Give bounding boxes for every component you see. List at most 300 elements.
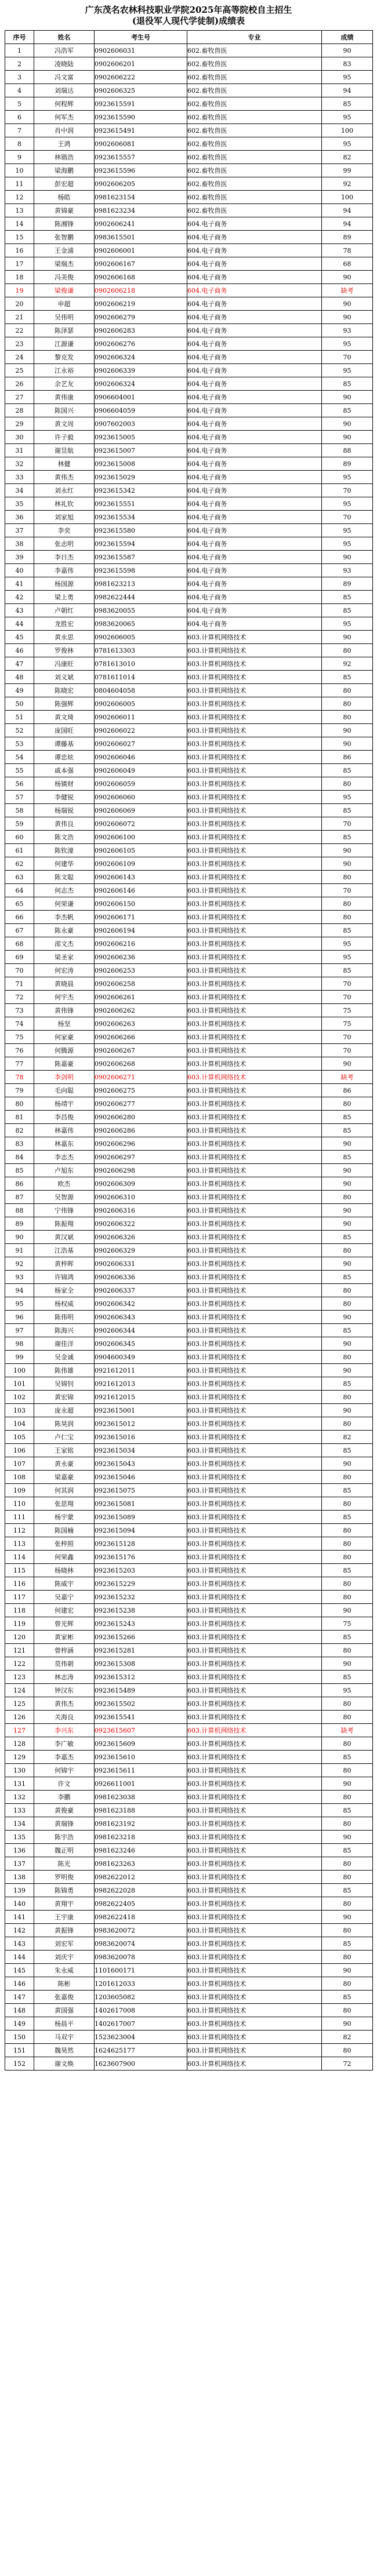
- row-score: 80: [322, 1951, 373, 1964]
- row-major: 604.电子商务: [187, 537, 322, 551]
- row-major: 603.计算机网络技术: [187, 937, 322, 951]
- row-seq: 23: [5, 337, 34, 351]
- row-name: 吴金诚: [34, 1351, 95, 1364]
- table-row: [5, 151, 373, 164]
- row-major: 603.计算机网络技术: [187, 1217, 322, 1231]
- row-major: 602.畜牧兽医: [187, 204, 322, 217]
- row-exam-id: 0902606298: [95, 1164, 187, 1177]
- row-seq: 2: [5, 57, 34, 71]
- row-exam-id: 0902606343: [95, 1311, 187, 1324]
- row-seq: 27: [5, 391, 34, 404]
- row-seq: 104: [5, 1417, 34, 1431]
- row-exam-id: 0981623154: [95, 191, 187, 204]
- row-major: 603.计算机网络技术: [187, 1591, 322, 1604]
- row-name: 吴智源: [34, 1191, 95, 1204]
- row-major: 604.电子商务: [187, 484, 322, 497]
- row-exam-id: 0983620078: [95, 1951, 187, 1964]
- row-score: 95: [322, 497, 373, 511]
- table-row: [5, 1804, 373, 1817]
- row-score: 80: [322, 1857, 373, 1871]
- row-seq: 114: [5, 1551, 34, 1564]
- row-major: 603.计算机网络技术: [187, 1737, 322, 1751]
- row-exam-id: 0902606279: [95, 311, 187, 324]
- row-seq: 152: [5, 2057, 34, 2071]
- row-name: 毛向聪: [34, 1084, 95, 1097]
- row-seq: 25: [5, 364, 34, 377]
- row-major: 602.畜牧兽医: [187, 84, 322, 97]
- row-exam-id: 0781611014: [95, 671, 187, 684]
- row-name: 谢文焕: [34, 2057, 95, 2071]
- row-major: 603.计算机网络技术: [187, 1764, 322, 1777]
- row-name: 李广敏: [34, 1737, 95, 1751]
- row-exam-id: 1523623004: [95, 2031, 187, 2044]
- row-name: 杨国源: [34, 577, 95, 591]
- table-row: [5, 457, 373, 471]
- row-score: 80: [322, 1897, 373, 1911]
- table-row: [5, 591, 373, 604]
- row-seq: 49: [5, 684, 34, 697]
- table-row: [5, 964, 373, 977]
- row-score: 85: [322, 1111, 373, 1124]
- row-name: 黄伟锋: [34, 1004, 95, 1017]
- row-exam-id: 0902606168: [95, 271, 187, 284]
- row-name: 庞永超: [34, 1404, 95, 1417]
- row-name: 黄汉斌: [34, 1231, 95, 1244]
- table-row: [5, 1551, 373, 1564]
- table-row: [5, 1604, 373, 1617]
- row-name: 庞国旺: [34, 724, 95, 737]
- row-exam-id: 0902606262: [95, 1004, 187, 1017]
- row-seq: 45: [5, 631, 34, 644]
- row-score: 85: [322, 764, 373, 777]
- row-exam-id: 0983620074: [95, 1937, 187, 1951]
- row-name: 魏昊然: [34, 2044, 95, 2057]
- row-score: 80: [322, 1471, 373, 1484]
- row-exam-id: 0781613010: [95, 657, 187, 671]
- row-seq: 137: [5, 1857, 34, 1871]
- header-name: 姓名: [34, 31, 95, 44]
- row-name: 何宏涛: [34, 964, 95, 977]
- row-seq: 11: [5, 177, 34, 191]
- row-score: 85: [322, 1884, 373, 1897]
- row-major: 602.畜牧兽医: [187, 97, 322, 111]
- row-exam-id: 0902606219: [95, 297, 187, 311]
- row-major: 603.计算机网络技术: [187, 1031, 322, 1044]
- title-line-2: (退役军人现代学徒制)成绩表: [132, 16, 245, 26]
- row-exam-id: 0904600349: [95, 1351, 187, 1364]
- row-major: 603.计算机网络技术: [187, 1991, 322, 2004]
- row-major: 603.计算机网络技术: [187, 1804, 322, 1817]
- table-row: [5, 431, 373, 444]
- row-seq: 84: [5, 1151, 34, 1164]
- row-name: 刘义斌: [34, 671, 95, 684]
- table-row: [5, 1151, 373, 1164]
- row-seq: 65: [5, 897, 34, 911]
- row-score: 80: [322, 1417, 373, 1431]
- row-exam-id: 0923615502: [95, 1697, 187, 1711]
- row-name: 陈永豪: [34, 924, 95, 937]
- row-seq: 117: [5, 1591, 34, 1604]
- table-row: [5, 1244, 373, 1257]
- row-score: 85: [322, 1511, 373, 1524]
- row-score: 90: [322, 857, 373, 871]
- table-row: [5, 484, 373, 497]
- row-score: 95: [322, 537, 373, 551]
- row-major: 603.计算机网络技术: [187, 1191, 322, 1204]
- row-seq: 141: [5, 1911, 34, 1924]
- row-exam-id: 0983615501: [95, 231, 187, 244]
- row-exam-id: 0923615043: [95, 1457, 187, 1471]
- row-name: 杨镇财: [34, 777, 95, 791]
- row-score: 95: [322, 337, 373, 351]
- table-row: [5, 1444, 373, 1457]
- row-score: 80: [322, 1977, 373, 1991]
- row-name: 何建宏: [34, 1604, 95, 1617]
- table-row: [5, 1124, 373, 1137]
- row-name: 卢仁宝: [34, 1431, 95, 1444]
- row-score: 85: [322, 1671, 373, 1684]
- row-major: 603.计算机网络技术: [187, 1124, 322, 1137]
- row-name: 朱永威: [34, 1964, 95, 1977]
- header-major: 专业: [187, 31, 322, 44]
- row-score: 95: [322, 951, 373, 964]
- row-score: 90: [322, 737, 373, 751]
- row-score: 90: [322, 1457, 373, 1471]
- row-name: 李杰帆: [34, 911, 95, 924]
- row-seq: 41: [5, 577, 34, 591]
- row-name: 黄梓晖: [34, 1257, 95, 1271]
- table-row: [5, 1617, 373, 1631]
- row-seq: 113: [5, 1537, 34, 1551]
- row-score: 80: [322, 777, 373, 791]
- row-exam-id: 0983620065: [95, 617, 187, 631]
- row-major: 603.计算机网络技术: [187, 897, 322, 911]
- row-score: 85: [322, 964, 373, 977]
- row-major: 602.畜牧兽医: [187, 164, 322, 177]
- table-row: [5, 231, 373, 244]
- row-exam-id: 0923615008: [95, 457, 187, 471]
- table-row: [5, 1204, 373, 1217]
- table-row: [5, 1951, 373, 1964]
- table-row: [5, 1137, 373, 1151]
- row-exam-id: 0902606167: [95, 257, 187, 271]
- table-row: [5, 1897, 373, 1911]
- row-score: 85: [322, 97, 373, 111]
- row-exam-id: 0923615001: [95, 1404, 187, 1417]
- row-exam-id: 0923615089: [95, 1511, 187, 1524]
- row-name: 谢昱航: [34, 444, 95, 457]
- row-major: 604.电子商务: [187, 297, 322, 311]
- row-exam-id: 0923615029: [95, 471, 187, 484]
- row-name: 李昌俊: [34, 1111, 95, 1124]
- row-exam-id: 0902606027: [95, 737, 187, 751]
- row-exam-id: 0902606201: [95, 57, 187, 71]
- row-exam-id: 0923615005: [95, 431, 187, 444]
- table-row: [5, 1111, 373, 1124]
- row-exam-id: 0923615541: [95, 1711, 187, 1724]
- row-major: 602.畜牧兽医: [187, 44, 322, 57]
- row-major: 603.计算机网络技术: [187, 977, 322, 991]
- table-row: [5, 1231, 373, 1244]
- row-score: 85: [322, 404, 373, 417]
- row-name: 王鸿: [34, 137, 95, 151]
- row-exam-id: 0902606100: [95, 831, 187, 844]
- row-score: 85: [322, 1484, 373, 1497]
- row-name: 何腾源: [34, 1044, 95, 1057]
- row-name: 何锦宇: [34, 1764, 95, 1777]
- row-score: 72: [322, 2057, 373, 2071]
- row-major: 603.计算机网络技术: [187, 657, 322, 671]
- table-row: [5, 817, 373, 831]
- row-name: 陈文浩: [34, 831, 95, 844]
- row-major: 604.电子商务: [187, 604, 322, 617]
- row-major: 603.计算机网络技术: [187, 1724, 322, 1737]
- row-seq: 13: [5, 204, 34, 217]
- row-seq: 95: [5, 1297, 34, 1311]
- row-exam-id: 0902606236: [95, 951, 187, 964]
- row-score: 85: [322, 924, 373, 937]
- row-major: 603.计算机网络技术: [187, 1164, 322, 1177]
- row-exam-id: 0902606268: [95, 1057, 187, 1071]
- row-exam-id: 0902606297: [95, 1151, 187, 1164]
- row-seq: 111: [5, 1511, 34, 1524]
- row-name: 陈威宇: [34, 1577, 95, 1591]
- row-major: 604.电子商务: [187, 524, 322, 537]
- row-seq: 82: [5, 1124, 34, 1137]
- row-exam-id: 0981623213: [95, 577, 187, 591]
- row-major: 604.电子商务: [187, 457, 322, 471]
- row-score: 80: [322, 1577, 373, 1591]
- row-name: 黄家彬: [34, 1631, 95, 1644]
- row-seq: 29: [5, 417, 34, 431]
- row-exam-id: 0902606324: [95, 351, 187, 364]
- row-seq: 71: [5, 977, 34, 991]
- row-name: 刘庆宇: [34, 1951, 95, 1964]
- row-exam-id: 0923615232: [95, 1591, 187, 1604]
- row-exam-id: 0982622444: [95, 591, 187, 604]
- row-exam-id: 1402617007: [95, 2017, 187, 2031]
- row-major: 604.电子商务: [187, 497, 322, 511]
- table-row: [5, 804, 373, 817]
- row-exam-id: 1201612033: [95, 1977, 187, 1991]
- row-seq: 37: [5, 524, 34, 537]
- table-row: [5, 271, 373, 284]
- row-name: 刘家旭: [34, 511, 95, 524]
- table-row: [5, 2044, 373, 2057]
- row-name: 申超: [34, 297, 95, 311]
- table-row: [5, 1577, 373, 1591]
- row-seq: 7: [5, 124, 34, 137]
- row-name: 黄晓晨: [34, 977, 95, 991]
- row-seq: 51: [5, 711, 34, 724]
- row-major: 603.计算机网络技术: [187, 991, 322, 1004]
- row-seq: 151: [5, 2044, 34, 2057]
- row-exam-id: 0902606342: [95, 1297, 187, 1311]
- row-seq: 68: [5, 937, 34, 951]
- table-row: [5, 1937, 373, 1951]
- row-major: 603.计算机网络技术: [187, 1564, 322, 1577]
- table-row: [5, 1564, 373, 1577]
- table-row: [5, 777, 373, 791]
- row-major: 603.计算机网络技术: [187, 1004, 322, 1017]
- row-name: 张志明: [34, 537, 95, 551]
- row-major: 603.计算机网络技术: [187, 1231, 322, 1244]
- row-seq: 28: [5, 404, 34, 417]
- row-exam-id: 0983620055: [95, 604, 187, 617]
- row-major: 604.电子商务: [187, 471, 322, 484]
- row-major: 603.计算机网络技术: [187, 1444, 322, 1457]
- row-major: 603.计算机网络技术: [187, 684, 322, 697]
- table-row: [5, 1871, 373, 1884]
- row-name: 黄文琦: [34, 711, 95, 724]
- row-name: 刘宏军: [34, 1937, 95, 1951]
- row-score: 85: [322, 1377, 373, 1391]
- table-row: [5, 1391, 373, 1404]
- row-name: 杨瑞锐: [34, 804, 95, 817]
- row-major: 603.计算机网络技术: [187, 1977, 322, 1991]
- row-name: 黄国强: [34, 2004, 95, 2017]
- row-major: 603.计算机网络技术: [187, 1551, 322, 1564]
- row-major: 603.计算机网络技术: [187, 1844, 322, 1857]
- row-exam-id: 0923615034: [95, 1444, 187, 1457]
- row-score: 90: [322, 631, 373, 644]
- row-seq: 61: [5, 844, 34, 857]
- row-major: 604.电子商务: [187, 431, 322, 444]
- row-exam-id: 0982622012: [95, 1871, 187, 1884]
- row-major: 603.计算机网络技术: [187, 1537, 322, 1551]
- row-score: 85: [322, 1631, 373, 1644]
- row-score: 80: [322, 871, 373, 884]
- table-row: [5, 244, 373, 257]
- table-row: [5, 1684, 373, 1697]
- row-major: 603.计算机网络技术: [187, 1404, 322, 1417]
- table-row: [5, 351, 373, 364]
- row-score: 80: [322, 1097, 373, 1111]
- row-score: 90: [322, 551, 373, 564]
- row-score: 90: [322, 1311, 373, 1324]
- row-seq: 17: [5, 257, 34, 271]
- row-name: 梁俊谦: [34, 284, 95, 297]
- row-exam-id: 0902606222: [95, 71, 187, 84]
- row-score: 90: [322, 417, 373, 431]
- table-row: [5, 177, 373, 191]
- table-row: [5, 1097, 373, 1111]
- row-score: 85: [322, 591, 373, 604]
- row-seq: 44: [5, 617, 34, 631]
- table-row: [5, 844, 373, 857]
- row-exam-id: 0902606324: [95, 377, 187, 391]
- row-score: 80: [322, 1524, 373, 1537]
- row-seq: 142: [5, 1924, 34, 1937]
- row-seq: 34: [5, 484, 34, 497]
- row-seq: 100: [5, 1364, 34, 1377]
- row-score: 85: [322, 377, 373, 391]
- row-major: 603.计算机网络技术: [187, 1604, 322, 1617]
- row-exam-id: 0902606081: [95, 137, 187, 151]
- row-major: 603.计算机网络技术: [187, 1524, 322, 1537]
- row-score: 92: [322, 177, 373, 191]
- row-seq: 129: [5, 1751, 34, 1764]
- row-major: 603.计算机网络技术: [187, 1271, 322, 1284]
- row-score: 75: [322, 1617, 373, 1631]
- row-exam-id: 0902606337: [95, 1284, 187, 1297]
- row-seq: 62: [5, 857, 34, 871]
- row-name: 李鹏: [34, 1791, 95, 1804]
- table-row: [5, 524, 373, 537]
- row-name: 陈锦勇: [34, 1884, 95, 1897]
- row-seq: 35: [5, 497, 34, 511]
- row-major: 603.计算机网络技术: [187, 791, 322, 804]
- row-major: 603.计算机网络技术: [187, 1311, 322, 1324]
- table-row: [5, 71, 373, 84]
- row-seq: 15: [5, 231, 34, 244]
- row-exam-id: 0923615075: [95, 1484, 187, 1497]
- table-row: [5, 884, 373, 897]
- row-exam-id: 0781613303: [95, 644, 187, 657]
- row-seq: 43: [5, 604, 34, 617]
- row-score: 80: [322, 711, 373, 724]
- row-name: 谢佳洋: [34, 1337, 95, 1351]
- row-exam-id: 0902606001: [95, 244, 187, 257]
- row-name: 卢旭东: [34, 1164, 95, 1177]
- row-name: 肖中润: [34, 124, 95, 137]
- table-row: [5, 924, 373, 937]
- table-row: [5, 1831, 373, 1844]
- row-name: 林嘉伟: [34, 1124, 95, 1137]
- row-seq: 32: [5, 457, 34, 471]
- row-name: 许锦鸿: [34, 1271, 95, 1284]
- row-seq: 40: [5, 564, 34, 577]
- row-major: 603.计算机网络技术: [187, 2057, 322, 2071]
- row-seq: 88: [5, 1204, 34, 1217]
- table-row: [5, 44, 373, 57]
- row-exam-id: 0923615243: [95, 1617, 187, 1631]
- row-major: 603.计算机网络技术: [187, 1497, 322, 1511]
- row-major: 604.电子商务: [187, 231, 322, 244]
- row-seq: 133: [5, 1804, 34, 1817]
- table-row: [5, 1337, 373, 1351]
- row-name: 李健锐: [34, 791, 95, 804]
- row-seq: 66: [5, 911, 34, 924]
- row-major: 603.计算机网络技术: [187, 1377, 322, 1391]
- row-seq: 38: [5, 537, 34, 551]
- row-seq: 87: [5, 1191, 34, 1204]
- row-exam-id: 0921612011: [95, 1364, 187, 1377]
- table-row: [5, 1657, 373, 1671]
- table-row: [5, 577, 373, 591]
- row-name: 曾光辉: [34, 1617, 95, 1631]
- row-major: 603.计算机网络技术: [187, 1244, 322, 1257]
- row-major: 604.电子商务: [187, 324, 322, 337]
- row-name: 关海良: [34, 1711, 95, 1724]
- row-score: 85: [322, 1271, 373, 1284]
- table-row: [5, 1884, 373, 1897]
- row-seq: 73: [5, 1004, 34, 1017]
- row-major: 603.计算机网络技术: [187, 1924, 322, 1937]
- row-exam-id: 0983620072: [95, 1924, 187, 1937]
- row-seq: 67: [5, 924, 34, 937]
- header-score: 成绩: [322, 31, 373, 44]
- row-seq: 89: [5, 1217, 34, 1231]
- row-seq: 69: [5, 951, 34, 964]
- row-score: 85: [322, 1151, 373, 1164]
- row-name: 林嘉东: [34, 1137, 95, 1151]
- row-name: 何建华: [34, 857, 95, 871]
- row-exam-id: 0923615591: [95, 97, 187, 111]
- row-score: 85: [322, 1991, 373, 2004]
- row-exam-id: 0902606339: [95, 364, 187, 377]
- row-major: 603.计算机网络技术: [187, 764, 322, 777]
